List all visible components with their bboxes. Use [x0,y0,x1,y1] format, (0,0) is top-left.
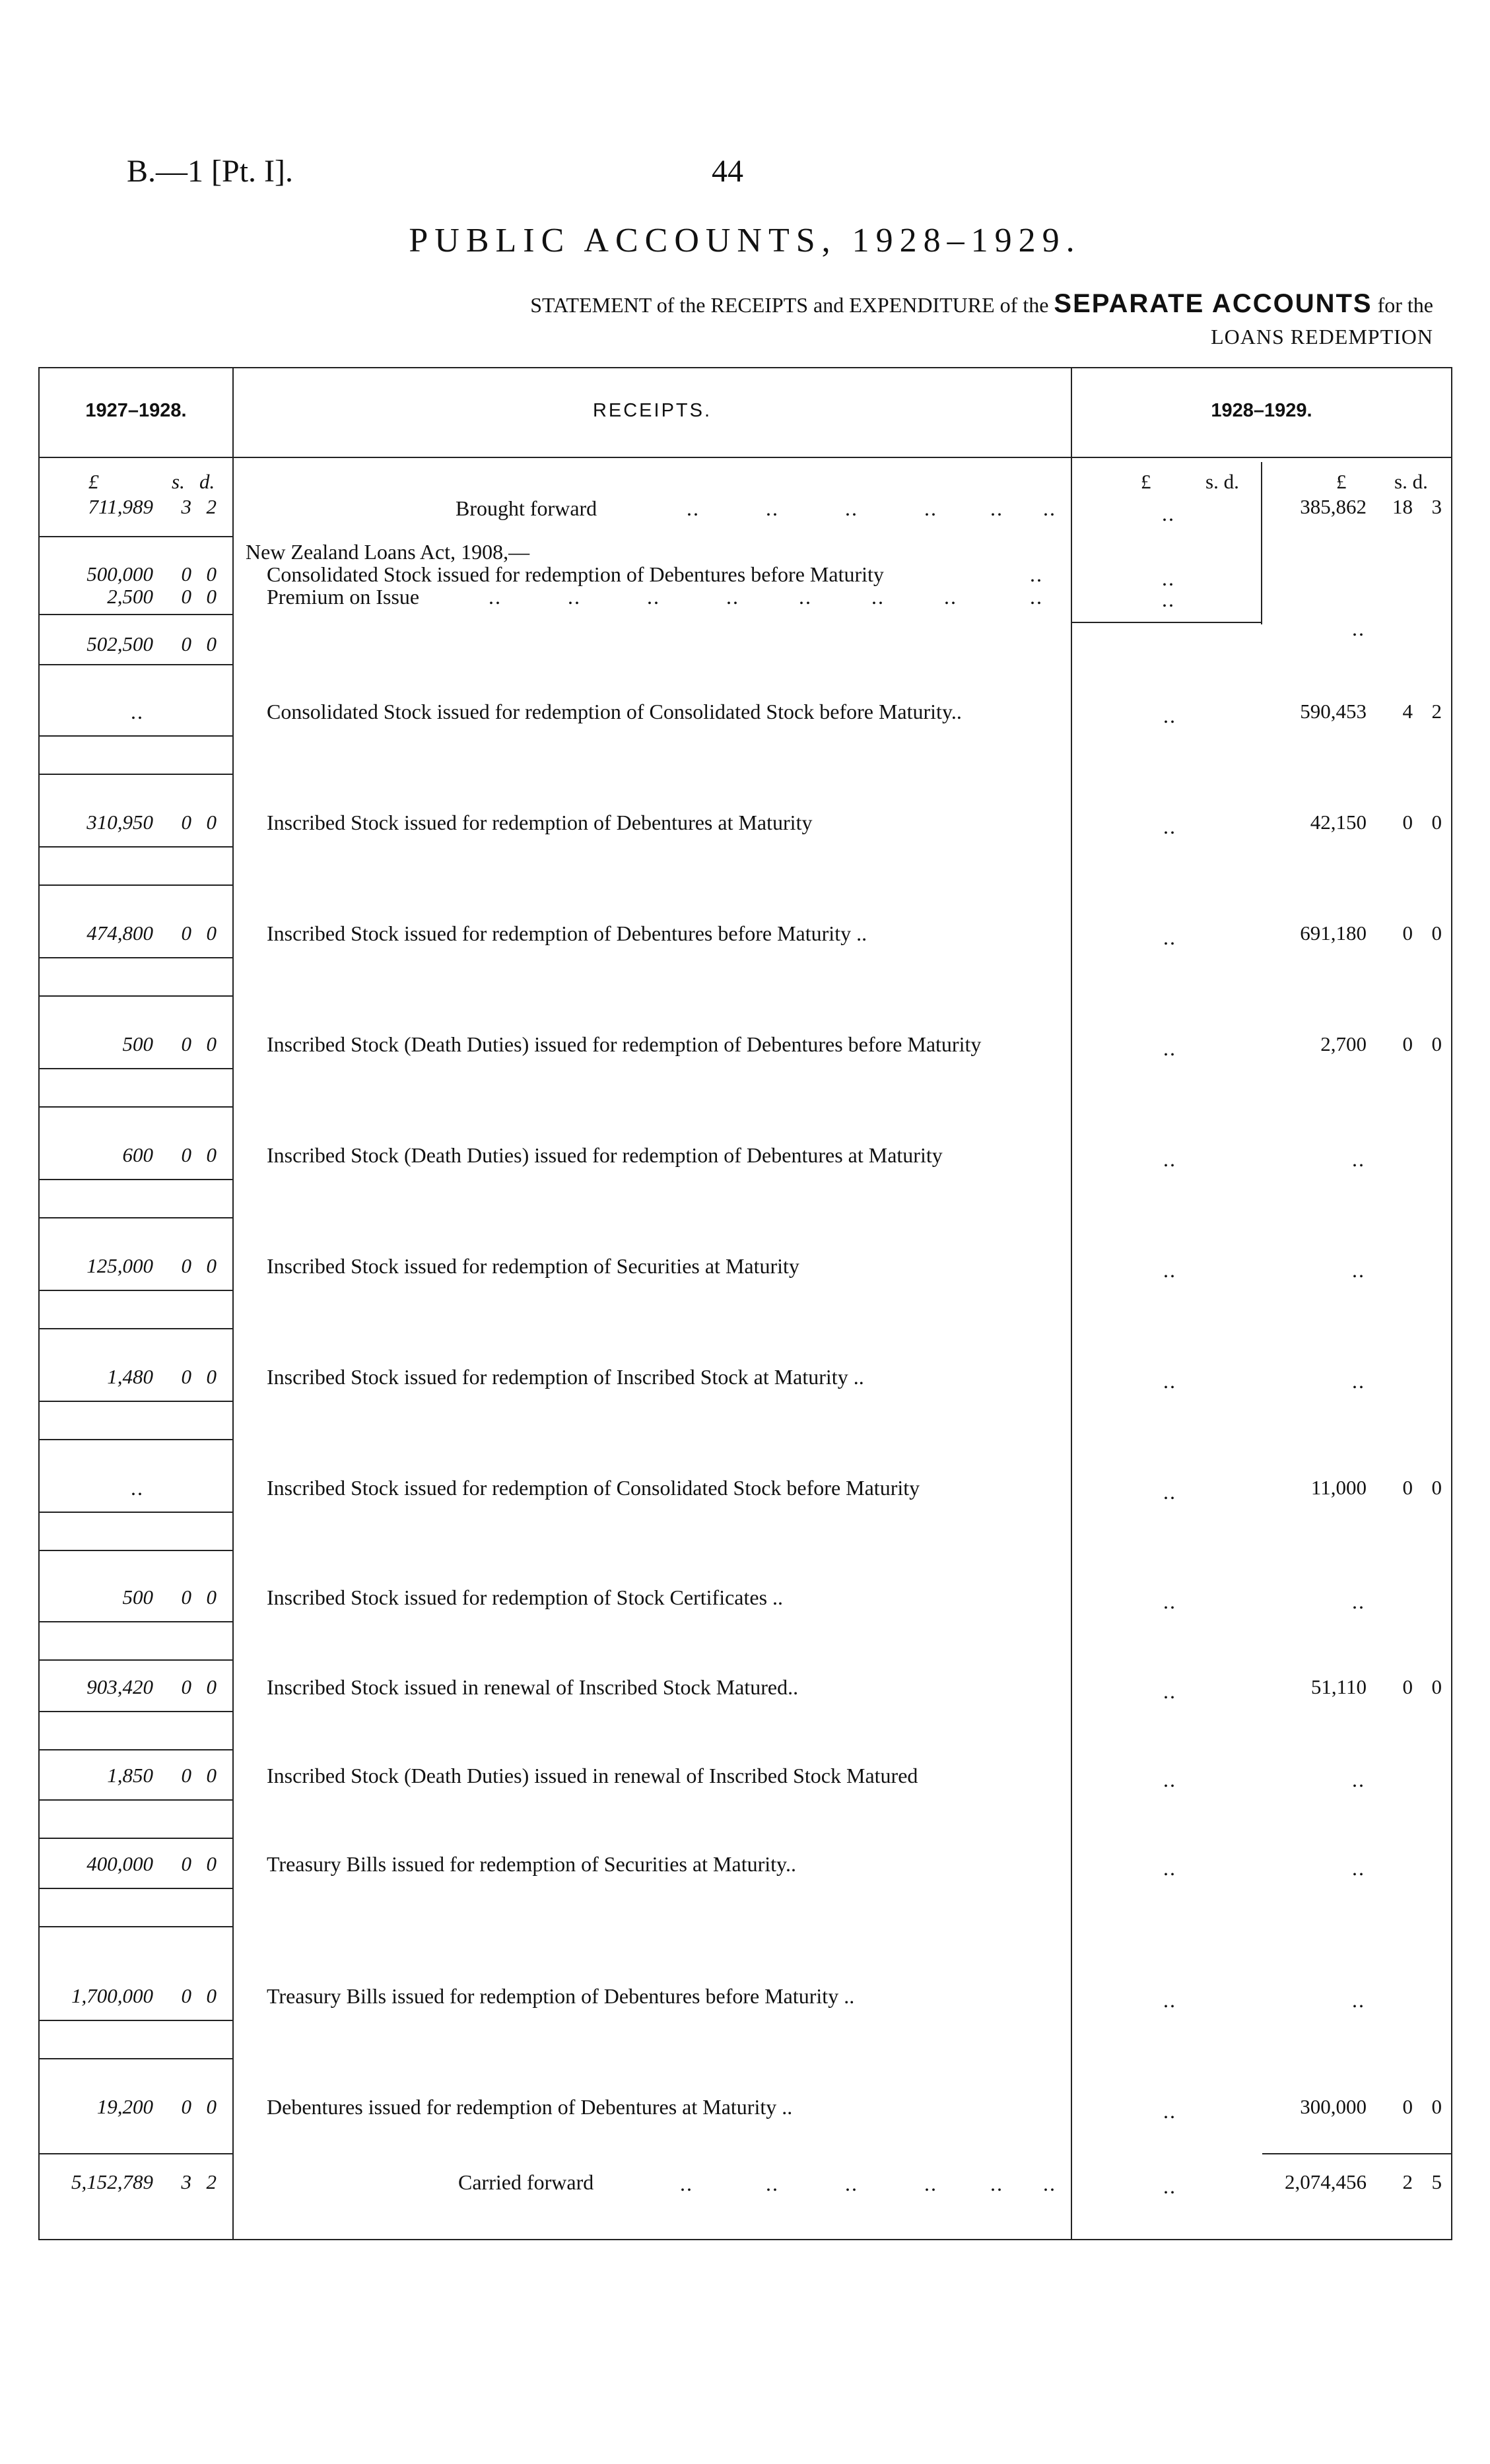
nz-loans-heading: New Zealand Loans Act, 1908,— [246,540,530,564]
table-bottom-rule [38,2239,1452,2240]
curr-amount-shillings: 0 [1402,1032,1413,1055]
page-number: 44 [712,154,743,189]
prev-amount-shillings: 0 [181,1675,191,1698]
prev-amount-shillings: 0 [181,811,191,834]
row-rule [40,884,232,886]
prev-amount-pounds: 1,480 [107,1365,153,1388]
leader-dots: .. [799,585,812,609]
prev-amount-pounds: 502,500 [86,632,153,655]
prev-amount-pounds: 500,000 [86,562,153,585]
row-rule [40,846,232,848]
leader-dots: .. [1163,2174,1176,2198]
receipt-label: Inscribed Stock (Death Duties) issued in renewal of Inscribed Stock Matured [267,1764,918,1787]
leader-dots: .. [1162,566,1175,590]
prev-amount-pence: 2 [206,2170,217,2193]
curr-inner-unit-pound: £ [1141,470,1151,493]
prev-amount-pence: 0 [206,585,217,608]
receipt-label: Inscribed Stock issued for redemption of Debentures at Maturity [267,811,813,834]
curr-amount-pounds: 2,700 [1320,1032,1367,1055]
leader-dots: .. [1163,1369,1176,1393]
prev-amount-pence: 0 [206,1585,217,1609]
leader-dots: .. [924,2172,937,2195]
leader-dots: .. [1352,616,1365,640]
prev-amount-pounds: 5,152,789 [71,2170,153,2193]
leader-dots: .. [871,585,885,609]
curr-amount-pence: 0 [1431,2095,1442,2118]
row-rule [40,1711,232,1712]
prev-amount-shillings: 0 [181,1365,191,1388]
leader-dots: .. [1030,562,1043,586]
curr-amount-shillings: 0 [1402,1675,1413,1698]
row-rule [1262,2153,1451,2154]
page-title: PUBLIC ACCOUNTS, 1928–1929. [409,222,1081,259]
leader-dots: .. [1030,585,1043,609]
leader-dots: .. [647,585,660,609]
receipt-label: Treasury Bills issued for redemption of Debentures before Maturity .. [267,1984,855,2008]
leader-dots: .. [1352,1768,1365,1791]
curr-amount-pounds: 385,862 [1300,495,1367,518]
leader-dots: .. [1163,925,1176,949]
prev-amount-pounds: 474,800 [86,921,153,945]
prev-unit-s: s. [172,470,185,493]
table-right-rule [1451,367,1452,2240]
row-rule [40,1290,232,1291]
prev-amount-pounds: 125,000 [86,1254,153,1277]
column-header-curr-year: 1928–1929. [1211,400,1312,421]
row-rule [40,664,232,665]
row-rule [40,1888,232,1889]
leader-dots: .. [1352,1856,1365,1880]
row-rule [40,536,232,537]
row-rule [40,614,232,615]
row-rule [40,995,232,997]
row-rule [1072,622,1261,623]
leader-dots: .. [1163,1768,1176,1791]
prev-amount-pounds: 310,950 [86,811,153,834]
curr-inner-unit-sd: s. d. [1205,470,1239,493]
row-rule [40,1328,232,1329]
prev-amount-shillings: 0 [181,585,191,608]
receipt-label: Inscribed Stock (Death Duties) issued for redemption of Debentures before Maturity [267,1032,982,1056]
row-rule [40,2153,232,2154]
prev-amount-shillings: 0 [181,1143,191,1166]
row-rule [40,2058,232,2059]
leader-dots: .. [1163,1036,1176,1060]
curr-amount-shillings: 2 [1402,2170,1413,2193]
curr-amount-shillings: 0 [1402,2095,1413,2118]
prev-amount-shillings: 0 [181,1852,191,1875]
prev-amount-pounds: 1,850 [107,1764,153,1787]
row-rule [40,1068,232,1069]
receipt-label: Inscribed Stock issued in renewal of Inscribed Stock Matured.. [267,1675,799,1699]
prev-amount-pounds: 600 [122,1143,153,1166]
receipt-label: Inscribed Stock issued for redemption of Debentures before Maturity .. [267,921,867,945]
table-left-rule [38,367,40,2240]
statement-heading [530,289,1433,319]
curr-unit-pound: £ [1336,470,1347,493]
leader-dots: .. [687,496,700,520]
nz-loans-sub1: Consolidated Stock issued for redemption of Debentures before Maturity [267,562,884,586]
leader-dots: .. [1163,1856,1176,1880]
prev-amount-pence: 0 [206,1764,217,1787]
row-rule [40,1749,232,1750]
prev-amount-pounds: 19,200 [96,2095,153,2118]
curr-amount-pounds: 51,110 [1310,1675,1367,1698]
leader-dots: .. [1163,1988,1176,2012]
column-header-receipts: RECEIPTS. [592,400,712,421]
leader-dots: .. [1162,587,1175,611]
row-rule [40,774,232,775]
leader-dots: .. [1043,496,1056,520]
curr-inner-column-rule [1261,462,1262,624]
curr-amount-pence: 2 [1431,700,1442,723]
prev-amount-pounds: 2,500 [107,585,153,608]
leader-dots: .. [924,496,937,520]
prev-year-column-rule [232,367,234,2240]
curr-amount-pence: 0 [1431,921,1442,945]
receipt-label: Debentures issued for redemption of Debentures at Maturity .. [267,2095,793,2119]
prev-amount-shillings: 3 [181,495,191,518]
row-rule [40,1217,232,1218]
prev-amount-pounds: 500 [122,1032,153,1055]
leader-dots: .. [680,2172,693,2195]
row-rule [40,1799,232,1801]
prev-amount-shillings: 0 [181,1032,191,1055]
prev-amount-pence: 0 [206,811,217,834]
leader-dots: .. [845,2172,858,2195]
leader-dots: .. [1352,1258,1365,1282]
brought-forward-label: Brought forward [456,496,597,520]
prev-amount-shillings: 0 [181,562,191,585]
receipt-label: Inscribed Stock issued for redemption of Stock Certificates .. [267,1585,784,1609]
curr-unit-sd: s. d. [1394,470,1428,493]
leader-dots: .. [1163,1147,1176,1171]
leader-dots: .. [1163,2099,1176,2123]
row-rule [40,1439,232,1440]
prev-unit-pound: £ [88,470,99,493]
leader-dots: .. [766,2172,779,2195]
row-rule [40,1621,232,1622]
leader-dots: .. [1163,1589,1176,1613]
curr-amount-shillings: 0 [1402,1476,1413,1499]
nz-loans-sub2: Premium on Issue [267,585,420,609]
prev-amount-pence: 0 [206,1032,217,1055]
prev-amount-shillings: 3 [181,2170,191,2193]
prev-amount-pence: 0 [206,1984,217,2007]
leader-dots: .. [131,700,144,723]
curr-amount-pounds: 2,074,456 [1285,2170,1367,2193]
receipt-label: Consolidated Stock issued for redemption of Consolidated Stock before Maturity.. [267,700,962,723]
leader-dots: .. [1352,1369,1365,1393]
curr-amount-pence: 5 [1431,2170,1442,2193]
row-rule [40,735,232,737]
prev-unit-d: d. [199,470,215,493]
prev-amount-shillings: 0 [181,1254,191,1277]
leader-dots: .. [944,585,957,609]
row-rule [40,1401,232,1402]
prev-amount-shillings: 0 [181,2095,191,2118]
prev-amount-pounds: 500 [122,1585,153,1609]
prev-amount-shillings: 0 [181,1764,191,1787]
prev-amount-shillings: 0 [181,1984,191,2007]
curr-amount-shillings: 0 [1402,921,1413,945]
statement-bold: SEPARATE ACCOUNTS [1054,289,1372,318]
prev-amount-shillings: 0 [181,1585,191,1609]
row-rule [40,1179,232,1180]
prev-amount-shillings: 0 [181,632,191,655]
receipt-label: Inscribed Stock (Death Duties) issued for redemption of Debentures at Maturity [267,1143,943,1167]
leader-dots: .. [845,496,858,520]
prev-amount-pounds: 903,420 [86,1675,153,1698]
table-top-rule [38,367,1452,368]
prev-amount-pence: 0 [206,921,217,945]
receipt-label: Inscribed Stock issued for redemption of Securities at Maturity [267,1254,799,1278]
prev-amount-pounds: 400,000 [86,1852,153,1875]
curr-amount-pounds: 300,000 [1300,2095,1367,2118]
row-rule [40,1550,232,1551]
leader-dots: .. [990,2172,1003,2195]
receipts-column-rule [1071,367,1072,2240]
statement-prefix: STATEMENT of the RECEIPTS and EXPENDITURE of the [530,293,1049,317]
curr-amount-pence: 0 [1431,1675,1442,1698]
leader-dots: .. [990,496,1003,520]
prev-amount-pence: 0 [206,1143,217,1166]
leader-dots: .. [766,496,779,520]
curr-amount-pence: 0 [1431,811,1442,834]
row-rule [40,1106,232,1108]
prev-amount-pence: 0 [206,1254,217,1277]
prev-amount-pence: 0 [206,2095,217,2118]
leader-dots: .. [1352,1988,1365,2012]
carried-forward-label: Carried forward [458,2170,594,2194]
statement-subheading: LOANS REDEMPTION [1211,325,1433,349]
prev-amount-pence: 2 [206,495,217,518]
prev-amount-pence: 0 [206,1852,217,1875]
curr-amount-pounds: 11,000 [1310,1476,1367,1499]
leader-dots: .. [1163,704,1176,727]
leader-dots: .. [726,585,739,609]
prev-amount-pounds: 711,989 [88,495,153,518]
leader-dots: .. [1163,1480,1176,1504]
leader-dots: .. [1162,502,1175,525]
receipt-label: Treasury Bills issued for redemption of Securities at Maturity.. [267,1852,796,1876]
curr-amount-pounds: 590,453 [1300,700,1367,723]
row-rule [40,1926,232,1927]
leader-dots: .. [1352,1589,1365,1613]
row-rule [40,1838,232,1839]
prev-amount-pence: 0 [206,562,217,585]
curr-amount-pence: 3 [1431,495,1442,518]
leader-dots: .. [1163,1258,1176,1282]
curr-amount-pounds: 691,180 [1300,921,1367,945]
prev-amount-pence: 0 [206,1365,217,1388]
prev-amount-pounds: 1,700,000 [71,1984,153,2007]
curr-amount-pence: 0 [1431,1476,1442,1499]
row-rule [40,2020,232,2021]
leader-dots: .. [568,585,581,609]
prev-amount-shillings: 0 [181,921,191,945]
receipt-label: Inscribed Stock issued for redemption of Inscribed Stock at Maturity .. [267,1365,864,1389]
curr-amount-shillings: 4 [1402,700,1413,723]
header-bottom-rule [38,457,1452,458]
leader-dots: .. [1043,2172,1056,2195]
leader-dots: .. [1163,1679,1176,1703]
column-header-prev-year: 1927–1928. [85,400,187,421]
prev-amount-pence: 0 [206,1675,217,1698]
curr-amount-pence: 0 [1431,1032,1442,1055]
leader-dots: .. [131,1476,144,1500]
leader-dots: .. [1352,1147,1365,1171]
leader-dots: .. [489,585,502,609]
prev-amount-pence: 0 [206,632,217,655]
leader-dots: .. [1163,815,1176,838]
document-reference: B.—1 [Pt. I]. [127,154,293,189]
row-rule [40,957,232,958]
row-rule [40,1659,232,1661]
statement-suffix: for the [1377,293,1433,317]
receipt-label: Inscribed Stock issued for redemption of Consolidated Stock before Maturity [267,1476,920,1500]
curr-amount-shillings: 18 [1392,495,1413,518]
curr-amount-pounds: 42,150 [1310,811,1367,834]
curr-amount-shillings: 0 [1402,811,1413,834]
row-rule [40,1512,232,1513]
